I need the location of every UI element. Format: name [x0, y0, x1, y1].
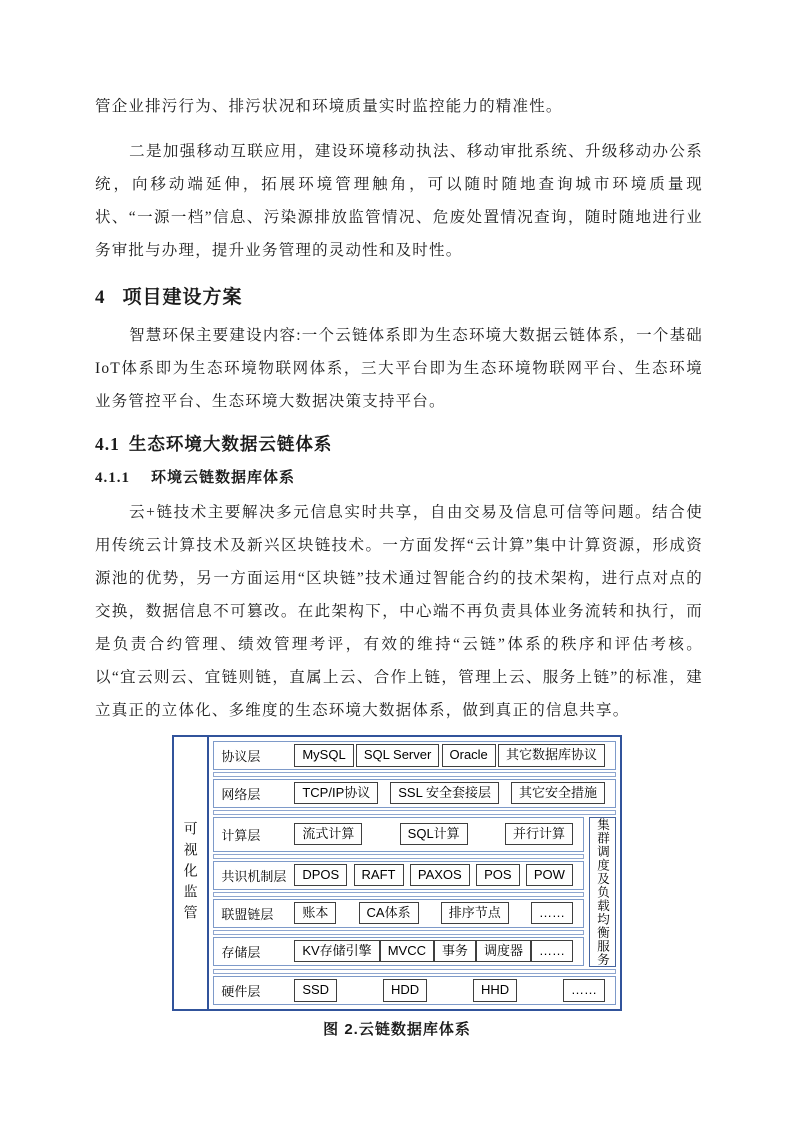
- diagram-row-spacer: [213, 930, 584, 935]
- diagram-row: [213, 976, 616, 1005]
- diagram-item-box: HDD: [383, 979, 427, 1001]
- cloud-chain-database-diagram: [172, 735, 622, 1011]
- document-content: [95, 90, 703, 1039]
- section-heading-4-1-1-number: 4.1.1: [95, 470, 130, 486]
- diagram-row: [213, 817, 584, 852]
- diagram-row-items: [292, 744, 615, 766]
- diagram-main: [209, 737, 620, 1009]
- diagram-right-label-text: 集群调度及负载均衡服务: [595, 817, 610, 967]
- section-heading-4-1-title: 生态环境大数据云链体系: [128, 434, 333, 454]
- paragraph-overview: 智慧环保主要建设内容:一个云链体系即为生态环境大数据云链体系，一个基础IoT体系即为生态环境物联网体系，三大平台即为生态环境物联网平台、生态环境业务管控平台、生态环境大数据决策支持平台。: [95, 327, 703, 410]
- diagram-item-box: SQL计算: [400, 823, 468, 845]
- diagram-row: [213, 861, 584, 890]
- diagram-item-box: 调度器: [476, 940, 531, 962]
- diagram-middle-rows: [213, 817, 584, 968]
- diagram-item-box: RAFT: [354, 864, 404, 886]
- diagram-row: [213, 779, 616, 808]
- diagram-right-label: [589, 817, 616, 968]
- diagram-row-label: 计算层: [221, 827, 261, 843]
- diagram-row-label: 联盟链层: [221, 906, 274, 922]
- diagram-item-box: 其它安全措施: [511, 782, 605, 804]
- diagram-item-box: ……: [531, 902, 573, 924]
- section-heading-4-1-1-title: 环境云链数据库体系: [151, 470, 296, 486]
- diagram-item-box: HHD: [473, 979, 517, 1001]
- diagram-item-box: KV存储引擎: [294, 940, 379, 962]
- diagram-row-items: [292, 782, 615, 804]
- diagram-row-spacer: [213, 854, 584, 859]
- diagram-middle-section: [213, 817, 616, 968]
- diagram-row: [213, 899, 584, 928]
- diagram-row-items: [292, 979, 615, 1001]
- diagram-row-items: [292, 940, 583, 962]
- paragraph-cloud-chain: 云+链技术主要解决多元信息实时共享，自由交易及信息可信等问题。结合使用传统云计算技术及新兴区块链技术。一方面发挥“云计算”集中计算资源，形成资源池的优势，另一方面运用“区块链”技术通过智能合约的技术架构，进行点对点的交换，数据信息不可篡改。在此架构下，中心端不再负责具体业务流转和执行，而是负责合约管理、绩效管理考评，有效的维持“云链”体系的秩序和评估考核。以“宜云则云、宜链则链，直属上云、合作上链，管理上云、服务上链”的标准，建立真正的立体化、多维度的生态环境大数据体系，做到真正的信息共享。: [95, 504, 703, 719]
- diagram-row-label: 网络层: [221, 786, 261, 802]
- diagram-outer-frame: [172, 735, 622, 1011]
- diagram-left-label-text: 可视化监管: [182, 820, 199, 926]
- diagram-item-box: PAXOS: [410, 864, 470, 886]
- diagram-item-box: 流式计算: [294, 823, 362, 845]
- diagram-item-box: MVCC: [380, 940, 434, 962]
- diagram-item-box: ……: [563, 979, 605, 1001]
- section-heading-4-1-number: 4.1: [95, 434, 120, 454]
- diagram-item-box: 其它数据库协议: [498, 744, 605, 766]
- diagram-item-box: 事务: [434, 940, 476, 962]
- diagram-row-label: 协议层: [221, 748, 261, 764]
- diagram-item-box: 账本: [294, 902, 336, 924]
- section-heading-4-1-1: [95, 466, 703, 487]
- figure-caption: 图 2.云链数据库体系: [323, 1021, 471, 1038]
- diagram-item-box: CA体系: [359, 902, 419, 924]
- diagram-item-box: 排序节点: [441, 902, 509, 924]
- diagram-item-box: ……: [531, 940, 573, 962]
- diagram-row: [213, 937, 584, 966]
- diagram-item-box: POW: [526, 864, 573, 886]
- diagram-left-label: [174, 737, 209, 1009]
- diagram-item-box: POS: [476, 864, 519, 886]
- diagram-item-box: MySQL: [294, 744, 353, 766]
- diagram-row-spacer: [213, 810, 616, 815]
- diagram-item-box: SSD: [294, 979, 337, 1001]
- diagram-row-spacer: [213, 772, 616, 777]
- diagram-row-spacer: [213, 892, 584, 897]
- section-heading-4-1: [95, 431, 703, 456]
- section-heading-4-number: 4: [95, 287, 106, 308]
- diagram-item-box: 并行计算: [505, 823, 573, 845]
- section-heading-4-title: 项目建设方案: [122, 287, 243, 308]
- diagram-item-box: DPOS: [294, 864, 347, 886]
- diagram-item-box: Oracle: [442, 744, 496, 766]
- diagram-item-box: SQL Server: [356, 744, 439, 766]
- paragraph-mobile-internet: 二是加强移动互联应用，建设环境移动执法、移动审批系统、升级移动办公系统，向移动端延伸，拓展环境管理触角，可以随时随地查询城市环境质量现状、“一源一档”信息、污染源排放监管情况、危废处置情况查询，随时随地进行业务审批与办理，提升业务管理的灵动性和及时性。: [95, 143, 703, 259]
- diagram-row-label: 共识机制层: [221, 868, 287, 884]
- diagram-row-items: [292, 864, 583, 886]
- diagram-item-box: TCP/IP协议: [294, 782, 378, 804]
- paragraph-continuation: 管企业排污行为、排污状况和环境质量实时监控能力的精准性。: [95, 98, 563, 115]
- diagram-row-label: 硬件层: [221, 984, 261, 1000]
- section-heading-4: [95, 282, 703, 309]
- diagram-row-items: [292, 902, 583, 924]
- diagram-row: [213, 741, 616, 770]
- diagram-item-box: SSL 安全套接层: [390, 782, 499, 804]
- diagram-row-items: [292, 823, 583, 845]
- diagram-row-spacer: [213, 969, 616, 974]
- diagram-row-label: 存储层: [221, 944, 261, 960]
